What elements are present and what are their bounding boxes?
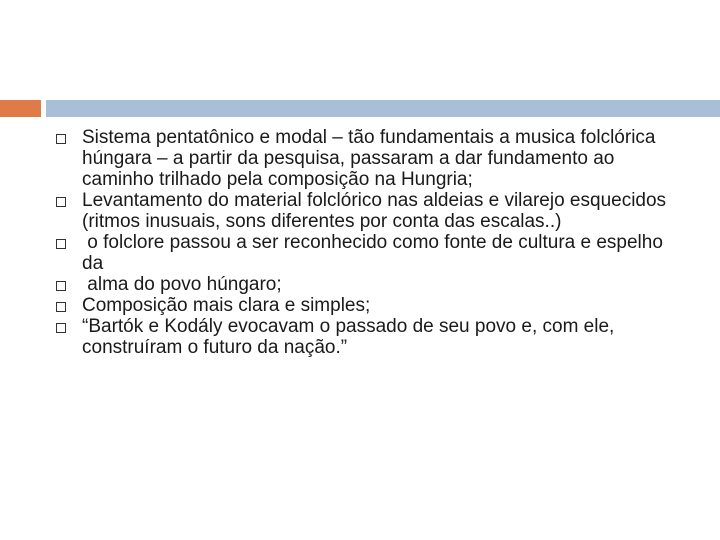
bullet-text: “Bartók e Kodály evocavam o passado de seu povo e, com ele, construíram o futuro da nação.” <box>82 316 615 358</box>
list-item <box>56 232 676 274</box>
bullet-text: Sistema pentatônico e modal – tão fundamentais a musica folclórica húngara – a partir da pesquisa, passaram a dar fundamento ao caminho trilhado pela composição na Hungria; <box>82 127 656 190</box>
hollow-square-icon <box>56 281 66 291</box>
hollow-square-icon <box>56 302 66 312</box>
hollow-square-icon <box>56 239 66 249</box>
list-item <box>56 295 676 316</box>
header-accent-bar-blue <box>46 100 720 117</box>
bullet-list <box>56 127 676 358</box>
list-item <box>56 316 676 358</box>
bullet-text: Levantamento do material folclórico nas aldeias e vilarejo esquecidos (ritmos inusuais, sons diferentes por conta das escalas..) <box>82 190 667 232</box>
bullet-text: o folclore passou a ser reconhecido como fonte de cultura e espelho da <box>82 232 669 274</box>
list-item <box>56 127 676 190</box>
header-accent-bar-orange <box>0 100 41 117</box>
bullet-text: Composição mais clara e simples; <box>82 295 371 316</box>
hollow-square-icon <box>56 323 66 333</box>
list-item <box>56 274 676 295</box>
hollow-square-icon <box>56 197 66 207</box>
hollow-square-icon <box>56 134 66 144</box>
list-item <box>56 190 676 232</box>
bullet-text: alma do povo húngaro; <box>82 274 282 295</box>
